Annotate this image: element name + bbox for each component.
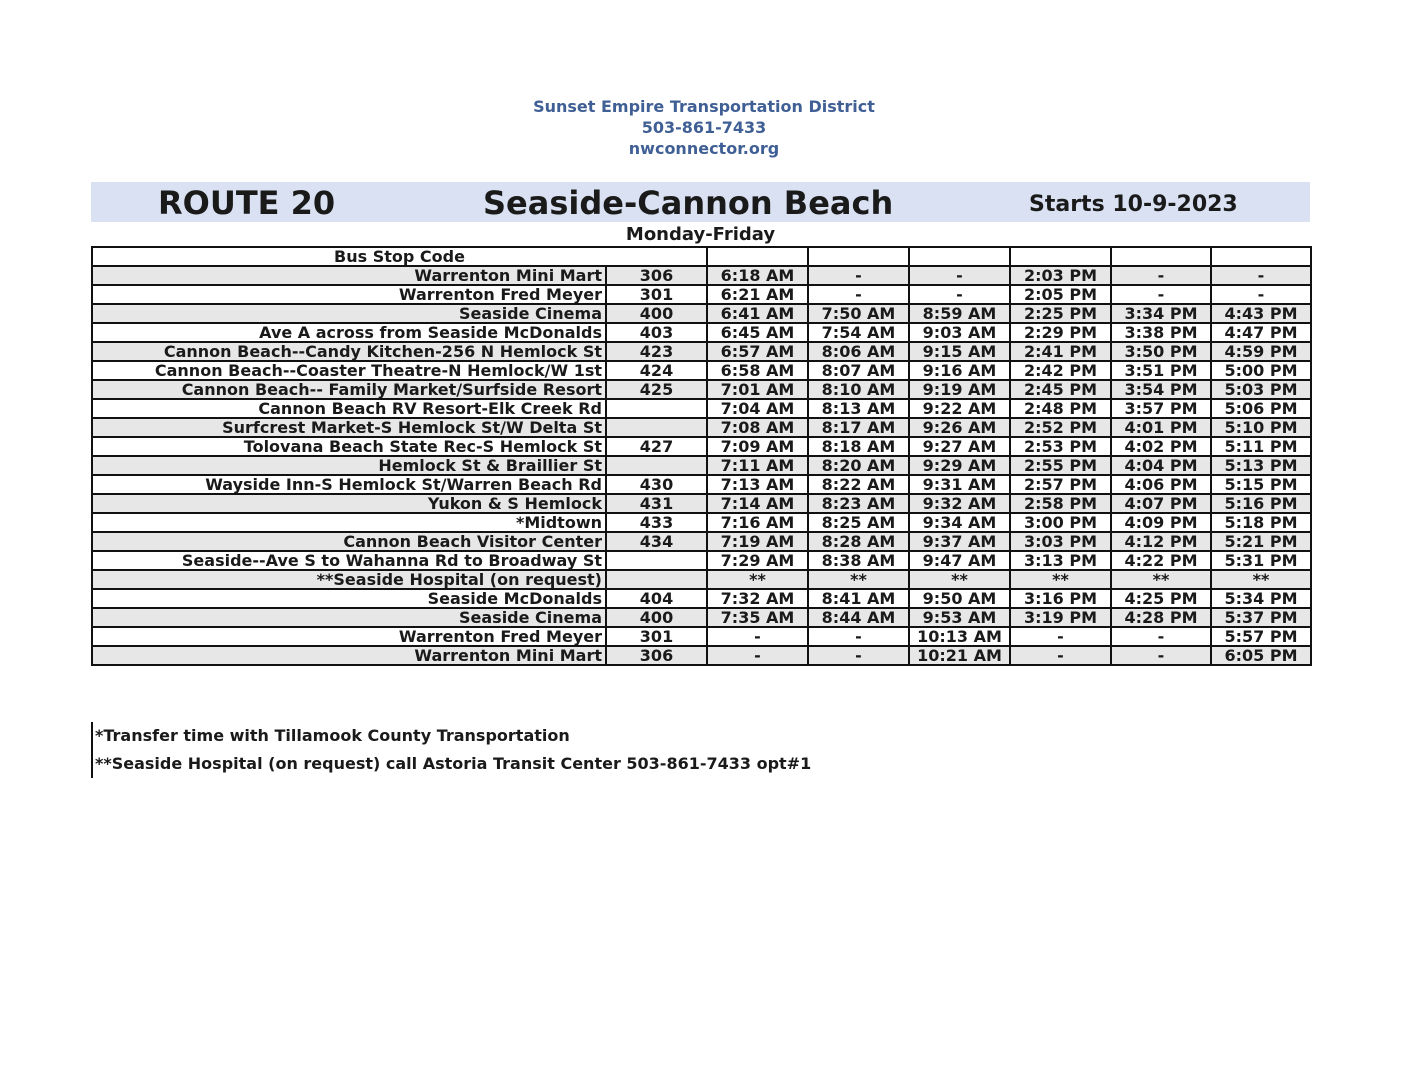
departure-time: 2:58 PM: [1010, 494, 1111, 513]
stop-code: [606, 399, 707, 418]
departure-time: 5:03 PM: [1211, 380, 1311, 399]
departure-time: 7:01 AM: [707, 380, 808, 399]
departure-time: 6:18 AM: [707, 266, 808, 285]
table-row: [92, 608, 1311, 627]
table-row: [92, 323, 1311, 342]
departure-time: 3:57 PM: [1111, 399, 1211, 418]
stop-name: Seaside--Ave S to Wahanna Rd to Broadway St: [92, 551, 606, 570]
departure-time: -: [1010, 646, 1111, 665]
departure-time: **: [1211, 570, 1311, 589]
stop-code: 301: [606, 627, 707, 646]
departure-time: 5:11 PM: [1211, 437, 1311, 456]
table-row: [92, 266, 1311, 285]
stop-code: [606, 456, 707, 475]
departure-time: 8:13 AM: [808, 399, 909, 418]
departure-time: **: [707, 570, 808, 589]
stop-code: [606, 570, 707, 589]
table-row: [92, 589, 1311, 608]
agency-header: [0, 96, 1408, 159]
departure-time: 5:06 PM: [1211, 399, 1311, 418]
departure-time: 9:29 AM: [909, 456, 1010, 475]
departure-time: -: [1111, 627, 1211, 646]
departure-time: 2:57 PM: [1010, 475, 1111, 494]
departure-time: 8:06 AM: [808, 342, 909, 361]
departure-time: 8:28 AM: [808, 532, 909, 551]
departure-time: 8:20 AM: [808, 456, 909, 475]
departure-time: 4:04 PM: [1111, 456, 1211, 475]
departure-time: 7:19 AM: [707, 532, 808, 551]
departure-time: 9:27 AM: [909, 437, 1010, 456]
stop-code: [606, 551, 707, 570]
table-row: [92, 304, 1311, 323]
departure-time: 10:13 AM: [909, 627, 1010, 646]
departure-time: 4:09 PM: [1111, 513, 1211, 532]
departure-time: -: [1010, 627, 1111, 646]
table-row: [92, 380, 1311, 399]
departure-time: 8:23 AM: [808, 494, 909, 513]
table-row: [92, 456, 1311, 475]
departure-time: 7:04 AM: [707, 399, 808, 418]
stop-name: Wayside Inn-S Hemlock St/Warren Beach Rd: [92, 475, 606, 494]
departure-time: 2:41 PM: [1010, 342, 1111, 361]
departure-time: 2:48 PM: [1010, 399, 1111, 418]
departure-time: 7:32 AM: [707, 589, 808, 608]
schedule-table: [91, 246, 1312, 666]
table-row: [92, 532, 1311, 551]
stop-code: 433: [606, 513, 707, 532]
stop-code: 423: [606, 342, 707, 361]
departure-time: 5:00 PM: [1211, 361, 1311, 380]
departure-time: 9:16 AM: [909, 361, 1010, 380]
departure-time: 7:54 AM: [808, 323, 909, 342]
departure-time: 5:57 PM: [1211, 627, 1311, 646]
departure-time: 7:09 AM: [707, 437, 808, 456]
stop-name: Warrenton Mini Mart: [92, 266, 606, 285]
stop-code: 427: [606, 437, 707, 456]
departure-time: 4:01 PM: [1111, 418, 1211, 437]
bus-stop-code-header: Bus Stop Code: [92, 247, 707, 266]
departure-time: 2:29 PM: [1010, 323, 1111, 342]
stop-code: 425: [606, 380, 707, 399]
stop-code: 430: [606, 475, 707, 494]
trip-header-cell: [1111, 247, 1211, 266]
trip-header-cell: [1211, 247, 1311, 266]
departure-time: 7:35 AM: [707, 608, 808, 627]
header-row: [92, 247, 1311, 266]
stop-name: Cannon Beach--Candy Kitchen-256 N Hemlock St: [92, 342, 606, 361]
departure-time: 7:11 AM: [707, 456, 808, 475]
stop-code: 434: [606, 532, 707, 551]
stop-name: Cannon Beach-- Family Market/Surfside Resort: [92, 380, 606, 399]
departure-time: 7:16 AM: [707, 513, 808, 532]
stop-code: 403: [606, 323, 707, 342]
departure-time: 4:25 PM: [1111, 589, 1211, 608]
departure-time: -: [1111, 285, 1211, 304]
table-row: [92, 418, 1311, 437]
departure-time: 2:45 PM: [1010, 380, 1111, 399]
departure-time: 7:50 AM: [808, 304, 909, 323]
route-number: ROUTE 20: [158, 184, 336, 222]
departure-time: 3:38 PM: [1111, 323, 1211, 342]
table-row: [92, 570, 1311, 589]
stop-name: Seaside McDonalds: [92, 589, 606, 608]
departure-time: 9:15 AM: [909, 342, 1010, 361]
stop-code: 301: [606, 285, 707, 304]
agency-name: Sunset Empire Transportation District: [533, 97, 875, 116]
departure-time: 2:03 PM: [1010, 266, 1111, 285]
route-name: Seaside-Cannon Beach: [483, 184, 894, 222]
departure-time: 8:59 AM: [909, 304, 1010, 323]
trip-header-cell: [909, 247, 1010, 266]
departure-time: 5:21 PM: [1211, 532, 1311, 551]
departure-time: -: [808, 627, 909, 646]
departure-time: 8:07 AM: [808, 361, 909, 380]
table-row: [92, 627, 1311, 646]
departure-time: 5:10 PM: [1211, 418, 1311, 437]
footnotes: [91, 722, 811, 778]
table-row: [92, 475, 1311, 494]
departure-time: 2:05 PM: [1010, 285, 1111, 304]
stop-name: *Midtown: [92, 513, 606, 532]
departure-time: 9:31 AM: [909, 475, 1010, 494]
departure-time: -: [808, 266, 909, 285]
table-row: [92, 646, 1311, 665]
departure-time: 8:18 AM: [808, 437, 909, 456]
departure-time: 3:03 PM: [1010, 532, 1111, 551]
departure-time: 9:19 AM: [909, 380, 1010, 399]
departure-time: **: [909, 570, 1010, 589]
table-row: [92, 342, 1311, 361]
departure-time: 5:34 PM: [1211, 589, 1311, 608]
departure-time: 7:08 AM: [707, 418, 808, 437]
footnote-transfer: *Transfer time with Tillamook County Transportation: [95, 726, 570, 745]
departure-time: 8:38 AM: [808, 551, 909, 570]
departure-time: 9:26 AM: [909, 418, 1010, 437]
footnote-hospital: **Seaside Hospital (on request) call Astoria Transit Center 503-861-7433 opt#1: [95, 754, 812, 773]
table-row: [92, 513, 1311, 532]
departure-time: 5:18 PM: [1211, 513, 1311, 532]
stop-name: Tolovana Beach State Rec-S Hemlock St: [92, 437, 606, 456]
stop-name: Warrenton Fred Meyer: [92, 285, 606, 304]
stop-code: 306: [606, 646, 707, 665]
stop-code: 404: [606, 589, 707, 608]
departure-time: 2:42 PM: [1010, 361, 1111, 380]
departure-time: 9:50 AM: [909, 589, 1010, 608]
departure-time: 4:28 PM: [1111, 608, 1211, 627]
service-days: Monday-Friday: [625, 224, 776, 245]
departure-time: 4:22 PM: [1111, 551, 1211, 570]
departure-time: 10:21 AM: [909, 646, 1010, 665]
departure-time: 6:41 AM: [707, 304, 808, 323]
departure-time: 8:25 AM: [808, 513, 909, 532]
departure-time: 4:07 PM: [1111, 494, 1211, 513]
table-row: [92, 494, 1311, 513]
trip-header-cell: [1010, 247, 1111, 266]
departure-time: 9:32 AM: [909, 494, 1010, 513]
stop-name: Seaside Cinema: [92, 608, 606, 627]
departure-time: 9:53 AM: [909, 608, 1010, 627]
departure-time: 5:31 PM: [1211, 551, 1311, 570]
departure-time: 4:43 PM: [1211, 304, 1311, 323]
trip-header-cell: [808, 247, 909, 266]
departure-time: 6:21 AM: [707, 285, 808, 304]
departure-time: 8:44 AM: [808, 608, 909, 627]
trip-header-cell: [707, 247, 808, 266]
departure-time: 9:47 AM: [909, 551, 1010, 570]
stop-name: Warrenton Fred Meyer: [92, 627, 606, 646]
stop-code: [606, 418, 707, 437]
stop-code: 306: [606, 266, 707, 285]
departure-time: 6:58 AM: [707, 361, 808, 380]
departure-time: 7:14 AM: [707, 494, 808, 513]
departure-time: 4:12 PM: [1111, 532, 1211, 551]
table-row: [92, 285, 1311, 304]
agency-phone: 503-861-7433: [641, 118, 767, 137]
stop-code: 400: [606, 304, 707, 323]
departure-time: -: [1211, 266, 1311, 285]
departure-time: 8:22 AM: [808, 475, 909, 494]
departure-time: 3:19 PM: [1010, 608, 1111, 627]
departure-time: 9:03 AM: [909, 323, 1010, 342]
departure-time: 3:13 PM: [1010, 551, 1111, 570]
stop-name: **Seaside Hospital (on request): [92, 570, 606, 589]
departure-time: **: [1111, 570, 1211, 589]
departure-time: 2:53 PM: [1010, 437, 1111, 456]
stop-name: Hemlock St & Braillier St: [92, 456, 606, 475]
departure-time: 8:41 AM: [808, 589, 909, 608]
departure-time: 3:34 PM: [1111, 304, 1211, 323]
stop-name: Seaside Cinema: [92, 304, 606, 323]
departure-time: 3:54 PM: [1111, 380, 1211, 399]
stop-code: 400: [606, 608, 707, 627]
schedule-body: [92, 247, 1311, 665]
departure-time: 9:34 AM: [909, 513, 1010, 532]
departure-time: **: [808, 570, 909, 589]
departure-time: 4:59 PM: [1211, 342, 1311, 361]
table-row: [92, 437, 1311, 456]
departure-time: 8:10 AM: [808, 380, 909, 399]
departure-time: 2:55 PM: [1010, 456, 1111, 475]
departure-time: 4:06 PM: [1111, 475, 1211, 494]
departure-time: 5:16 PM: [1211, 494, 1311, 513]
stop-name: Yukon & S Hemlock: [92, 494, 606, 513]
departure-time: 3:16 PM: [1010, 589, 1111, 608]
departure-time: -: [808, 646, 909, 665]
departure-time: -: [707, 627, 808, 646]
departure-time: 5:37 PM: [1211, 608, 1311, 627]
departure-time: -: [1111, 266, 1211, 285]
departure-time: -: [707, 646, 808, 665]
departure-time: -: [808, 285, 909, 304]
departure-time: 8:17 AM: [808, 418, 909, 437]
departure-time: 7:29 AM: [707, 551, 808, 570]
departure-time: 3:50 PM: [1111, 342, 1211, 361]
departure-time: 9:22 AM: [909, 399, 1010, 418]
departure-time: -: [909, 266, 1010, 285]
route-banner: [91, 182, 1310, 222]
departure-time: 5:13 PM: [1211, 456, 1311, 475]
departure-time: 2:52 PM: [1010, 418, 1111, 437]
table-row: [92, 361, 1311, 380]
departure-time: -: [1111, 646, 1211, 665]
departure-time: 4:02 PM: [1111, 437, 1211, 456]
departure-time: 3:00 PM: [1010, 513, 1111, 532]
departure-time: **: [1010, 570, 1111, 589]
departure-time: 3:51 PM: [1111, 361, 1211, 380]
departure-time: 7:13 AM: [707, 475, 808, 494]
departure-time: 4:47 PM: [1211, 323, 1311, 342]
departure-time: 6:57 AM: [707, 342, 808, 361]
table-row: [92, 399, 1311, 418]
start-date: Starts 10-9-2023: [1029, 192, 1238, 217]
departure-time: 6:45 AM: [707, 323, 808, 342]
stop-name: Warrenton Mini Mart: [92, 646, 606, 665]
stop-name: Cannon Beach RV Resort-Elk Creek Rd: [92, 399, 606, 418]
departure-time: 5:15 PM: [1211, 475, 1311, 494]
table-row: [92, 551, 1311, 570]
departure-time: 6:05 PM: [1211, 646, 1311, 665]
stop-name: Surfcrest Market-S Hemlock St/W Delta St: [92, 418, 606, 437]
stop-code: 431: [606, 494, 707, 513]
departure-time: 2:25 PM: [1010, 304, 1111, 323]
agency-website: nwconnector.org: [628, 139, 780, 158]
stop-name: Cannon Beach Visitor Center: [92, 532, 606, 551]
stop-code: 424: [606, 361, 707, 380]
departure-time: -: [909, 285, 1010, 304]
departure-time: -: [1211, 285, 1311, 304]
stop-name: Cannon Beach--Coaster Theatre-N Hemlock/W 1st: [92, 361, 606, 380]
stop-name: Ave A across from Seaside McDonalds: [92, 323, 606, 342]
departure-time: 9:37 AM: [909, 532, 1010, 551]
